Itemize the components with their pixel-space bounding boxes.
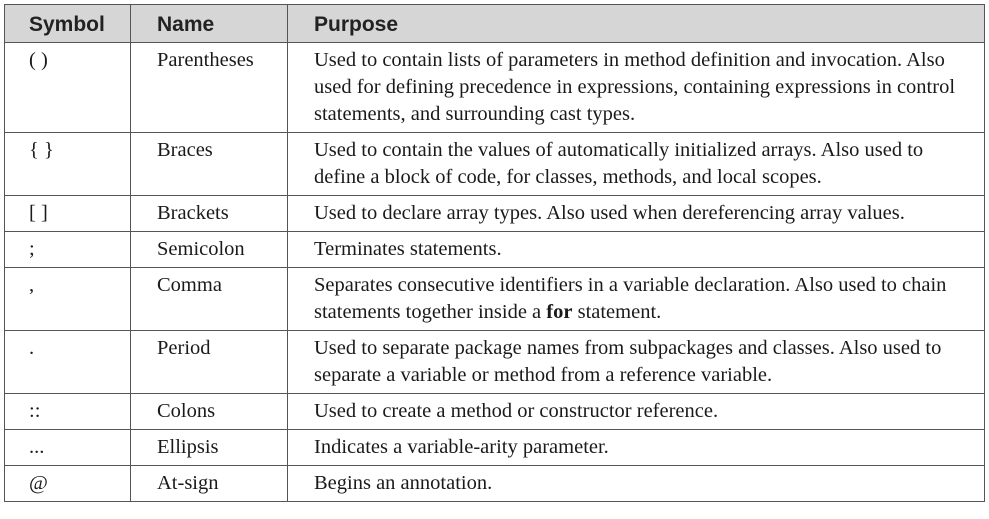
- table-row: [5, 268, 985, 331]
- purpose-text-before: Separates consecutive identifiers in a variable declaration. Also used to chain statements together inside a: [314, 274, 947, 323]
- name-cell: Comma: [131, 268, 288, 331]
- table-body: [5, 43, 985, 502]
- table-row: [5, 43, 985, 133]
- table-header: [5, 5, 985, 43]
- column-header-name: Name: [131, 5, 288, 43]
- for-keyword: for: [546, 301, 573, 323]
- separators-table: [4, 4, 985, 502]
- table-row: [5, 133, 985, 196]
- purpose-cell: Used to separate package names from subpackages and classes. Also used to separate a variable or method from a reference variable.: [288, 331, 985, 394]
- column-header-purpose: Purpose: [288, 5, 985, 43]
- purpose-cell: Used to contain the values of automatically initialized arrays. Also used to define a block of code, for classes, methods, and local scopes.: [288, 133, 985, 196]
- table-row: [5, 232, 985, 268]
- table-row: [5, 394, 985, 430]
- table-row: [5, 466, 985, 502]
- symbol-cell: @: [5, 466, 131, 502]
- purpose-cell: Used to declare array types. Also used when dereferencing array values.: [288, 196, 985, 232]
- name-cell: Braces: [131, 133, 288, 196]
- purpose-cell: Indicates a variable-arity parameter.: [288, 430, 985, 466]
- header-row: [5, 5, 985, 43]
- table-row: [5, 196, 985, 232]
- name-cell: Brackets: [131, 196, 288, 232]
- name-cell: Semicolon: [131, 232, 288, 268]
- table-row: [5, 430, 985, 466]
- symbol-cell: .: [5, 331, 131, 394]
- table-row: [5, 331, 985, 394]
- purpose-cell: [288, 268, 985, 331]
- name-cell: Ellipsis: [131, 430, 288, 466]
- symbol-cell: { }: [5, 133, 131, 196]
- name-cell: Colons: [131, 394, 288, 430]
- symbol-cell: ,: [5, 268, 131, 331]
- symbol-cell: ...: [5, 430, 131, 466]
- symbol-cell: ( ): [5, 43, 131, 133]
- purpose-cell: Used to create a method or constructor reference.: [288, 394, 985, 430]
- name-cell: Parentheses: [131, 43, 288, 133]
- purpose-cell: Terminates statements.: [288, 232, 985, 268]
- column-header-symbol: Symbol: [5, 5, 131, 43]
- purpose-text-after: statement.: [572, 301, 662, 323]
- symbol-cell: ::: [5, 394, 131, 430]
- purpose-cell: Used to contain lists of parameters in method definition and invocation. Also used for defining precedence in expressions, containing expressions in control statements, and surrounding cast types.: [288, 43, 985, 133]
- name-cell: Period: [131, 331, 288, 394]
- purpose-cell: Begins an annotation.: [288, 466, 985, 502]
- name-cell: At-sign: [131, 466, 288, 502]
- symbol-cell: ;: [5, 232, 131, 268]
- symbol-cell: [ ]: [5, 196, 131, 232]
